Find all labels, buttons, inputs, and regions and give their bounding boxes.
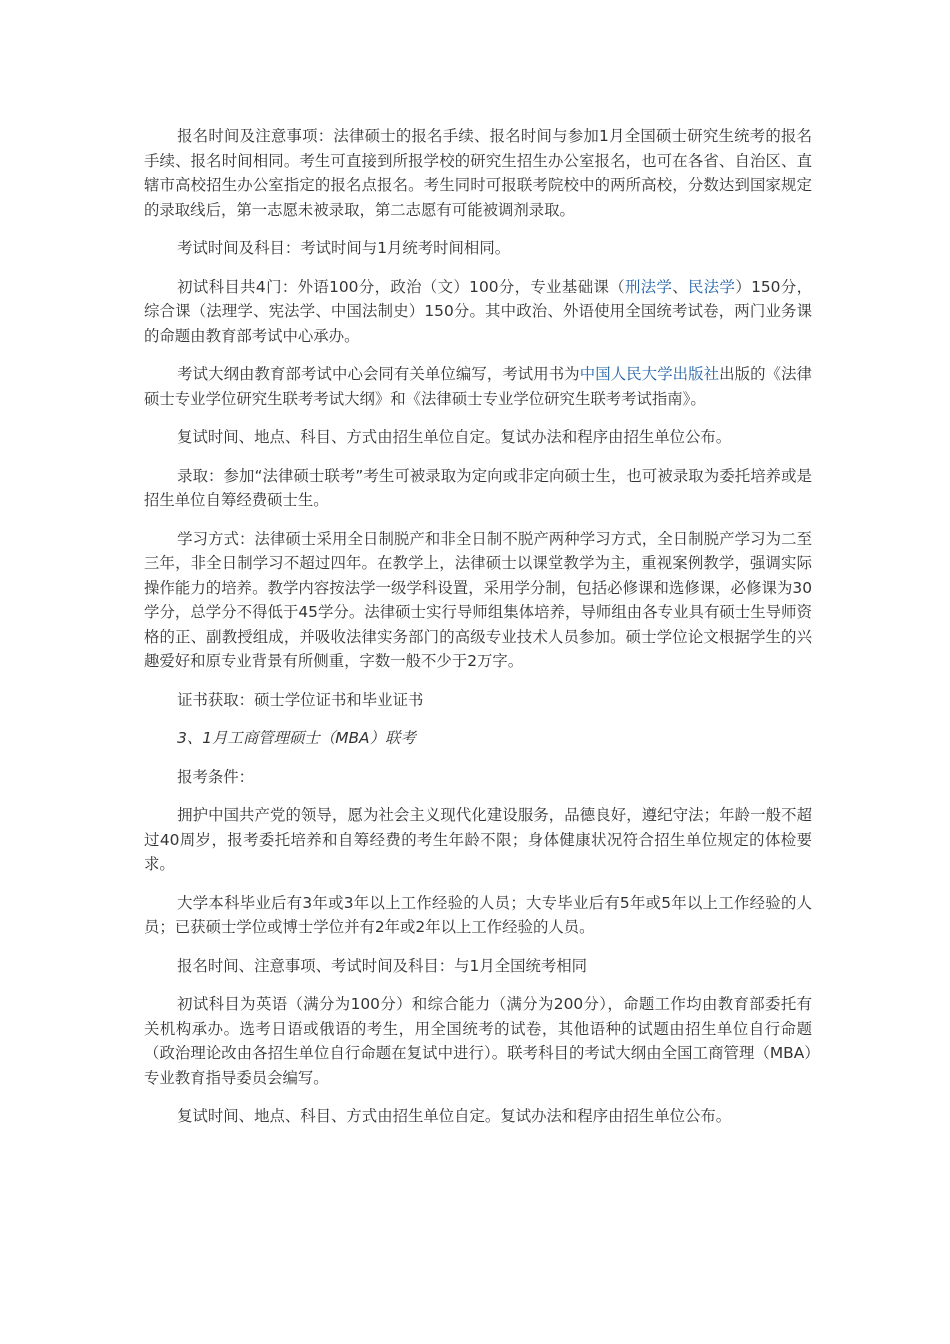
paragraph-mba-retest: 复试时间、地点、科目、方式由招生单位自定。复试办法和程序由招生单位公布。: [177, 1107, 732, 1125]
paragraph-exam-syllabus: [144, 362, 812, 411]
text-segment: ）150分，综合课（法理学、宪法学、中国法制史）150分。其中政治、外语使用全国统考试卷，两门业务课的命题由教育部考试中心承办。: [144, 277, 812, 345]
link-renmin-university-press[interactable]: 中国人民大学出版社: [579, 365, 720, 383]
paragraph-exam-time: 考试时间及科目：考试时间与1月统考时间相同。: [177, 239, 511, 257]
text-segment: 出版的《法律硕士专业学位研究生联考考试大纲》和《法律硕士专业学位研究生联考考试指南》。: [144, 365, 812, 408]
document-body: [144, 124, 812, 1143]
paragraph-mba-registration: 报名时间、注意事项、考试时间及科目：与1月全国统考相同: [177, 956, 588, 975]
link-civil-law[interactable]: 民法学: [688, 277, 736, 296]
paragraph-eligibility-general: 拥护中国共产党的领导，愿为社会主义现代化建设服务，品德良好，遵纪守法；年龄一般不超过40周岁，报考委托培养和自筹经费的考生年龄不限；身体健康状况符合招生单位规定的体检要求。: [144, 806, 812, 873]
text-segment: 初试科目共4门：外语100分，政治（文）100分，专业基础课（: [177, 277, 625, 296]
paragraph-eligibility-experience: 大学本科毕业后有3年或3年以上工作经验的人员；大专毕业后有5年或5年以上工作经验的人员；已获硕士学位或博士学位并有2年或2年以上工作经验的人员。: [144, 893, 812, 936]
text-segment: 考试大纲由教育部考试中心会同有关单位编写，考试用书为: [177, 365, 580, 383]
paragraph-initial-subjects: [144, 275, 812, 349]
paragraph-admission: 录取：参加“法律硕士联考”考生可被录取为定向或非定向硕士生，也可被录取为委托培养或是招生单位自筹经费硕士生。: [144, 466, 812, 509]
section-heading-mba: 3、1月工商管理硕士（MBA）联考: [177, 729, 416, 747]
paragraph-retest: 复试时间、地点、科目、方式由招生单位自定。复试办法和程序由招生单位公布。: [177, 428, 732, 446]
paragraph-study-mode: 学习方式：法律硕士采用全日制脱产和非全日制不脱产两种学习方式，全日制脱产学习为二至三年，非全日制学习不超过四年。在教学上，法律硕士以课堂教学为主，重视案例教学，强调实际操作能力的培养。教学内容按法学一级学科设置，采用学分制，包括必修课和选修课，必修课为30学分，总学分不得低于45学分。法律硕士实行导师组集体培养，导师组由各专业具有硕士生导师资格的正、副教授组成，并吸收法律实务部门的高级专业技术人员参加。硕士学位论文根据学生的兴趣爱好和原专业背景有所侧重，字数一般不少于2万字。: [144, 529, 812, 670]
text-segment: 、: [672, 277, 689, 296]
link-criminal-law[interactable]: 刑法学: [624, 277, 673, 296]
paragraph-mba-subjects: 初试科目为英语（满分为100分）和综合能力（满分为200分），命题工作均由教育部委托有关机构承办。选考日语或俄语的考生，用全国统考的试卷，其他语种的试题由招生单位自行命题（政治理论改由各招生单位自行命题在复试中进行）。联考科目的考试大纲由全国工商管理（MBA）专业教育指导委员会编写。: [144, 995, 812, 1087]
paragraph-certificates: 证书获取：硕士学位证书和毕业证书: [177, 690, 424, 709]
paragraph-registration-notes: 报名时间及注意事项：法律硕士的报名手续、报名时间与参加1月全国硕士研究生统考的报名手续、报名时间相同。考生可直接到所报学校的研究生招生办公室报名，也可在各省、自治区、直辖市高校招生办公室指定的报名点报名。考生同时可报联考院校中的两所高校，分数达到国家规定的录取线后，第一志愿未被录取，第二志愿有可能被调剂录取。: [144, 127, 812, 219]
paragraph-eligibility-title: 报考条件：: [177, 767, 255, 786]
